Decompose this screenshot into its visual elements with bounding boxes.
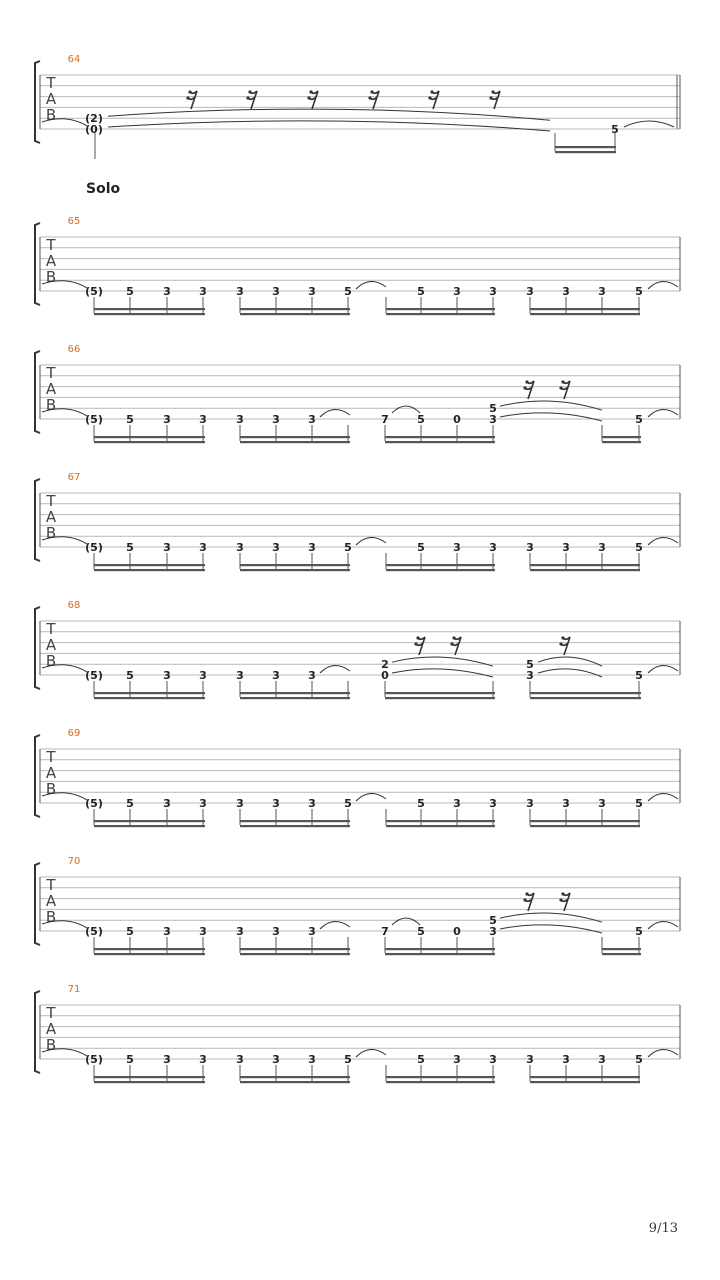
fret-number: 3 xyxy=(489,1053,497,1066)
rest-dot xyxy=(246,96,249,99)
rest-dot xyxy=(414,642,417,645)
system-bracket xyxy=(35,607,40,689)
tab-system-71 xyxy=(35,984,680,1083)
rest-dot xyxy=(452,636,455,639)
measure-number: 69 xyxy=(67,728,81,739)
tab-clef-letter: A xyxy=(45,1020,57,1038)
fret-number: (5) xyxy=(85,797,103,810)
tie xyxy=(500,401,602,410)
fret-number: (2) xyxy=(85,112,103,126)
tie xyxy=(648,665,678,673)
beam xyxy=(530,313,640,315)
tab-clef-letter: B xyxy=(45,652,57,670)
tab-clef-letter: A xyxy=(45,892,57,910)
sixteenth-rest-icon xyxy=(561,381,570,399)
tab-clef-letter: B xyxy=(45,106,57,124)
fret-number: (5) xyxy=(85,541,103,554)
tab-clef-letter: A xyxy=(45,380,57,398)
beam xyxy=(94,313,205,315)
measure-number: 64 xyxy=(67,54,81,65)
beam xyxy=(240,564,350,566)
tie xyxy=(500,913,602,922)
beam xyxy=(530,1076,640,1078)
fret-number: 3 xyxy=(308,925,316,938)
fret-number: 5 xyxy=(611,123,619,136)
beam xyxy=(240,948,350,950)
beam xyxy=(94,820,205,822)
fret-number: 3 xyxy=(272,541,280,554)
fret-number: 3 xyxy=(489,413,497,426)
rest-dot xyxy=(525,380,528,383)
system-bracket xyxy=(35,61,40,143)
tab-system-64 xyxy=(35,54,680,159)
rest-dot xyxy=(489,96,492,99)
tie xyxy=(392,406,420,413)
fret-number: 5 xyxy=(635,797,643,810)
fret-number: 3 xyxy=(526,541,534,554)
tie xyxy=(648,537,678,545)
fret-number: 3 xyxy=(308,413,316,426)
tie xyxy=(356,793,386,801)
tie xyxy=(320,409,350,417)
fret-number: 3 xyxy=(199,669,207,682)
tie xyxy=(320,921,350,929)
fret-number: 5 xyxy=(417,413,425,426)
beam xyxy=(385,436,495,438)
fret-number: 3 xyxy=(163,797,171,810)
tab-system-65 xyxy=(35,216,680,315)
sixteenth-rest-icon xyxy=(525,893,534,911)
tie xyxy=(648,281,678,289)
fret-number: 5 xyxy=(635,1053,643,1066)
rest-dot xyxy=(559,386,562,389)
rest-dot xyxy=(561,380,564,383)
fret-number: 7 xyxy=(381,925,389,938)
fret-number: 2 xyxy=(381,658,389,672)
sixteenth-rest-icon xyxy=(188,91,197,109)
beam xyxy=(530,564,640,566)
page-number: 9/13 xyxy=(648,1221,678,1236)
sixteenth-rest-icon xyxy=(491,91,500,109)
rest-dot xyxy=(525,892,528,895)
beam xyxy=(602,948,641,950)
beam xyxy=(240,308,350,310)
beam xyxy=(240,1076,350,1078)
fret-number: 3 xyxy=(236,541,244,554)
tie xyxy=(356,1049,386,1057)
tab-system-66 xyxy=(35,344,680,443)
beam xyxy=(386,1076,495,1078)
beam xyxy=(94,948,205,950)
tie xyxy=(500,925,602,933)
fret-number: 5 xyxy=(635,285,643,298)
tab-clef-letter: T xyxy=(46,74,56,92)
tab-clef-letter: A xyxy=(45,764,57,782)
beam xyxy=(385,697,495,699)
fret-number: 3 xyxy=(453,1053,461,1066)
beam xyxy=(602,436,641,438)
fret-number: 5 xyxy=(126,925,134,938)
fret-number: 5 xyxy=(635,669,643,682)
tie xyxy=(648,793,678,801)
tab-clef-letter: B xyxy=(45,780,57,798)
sixteenth-rest-icon xyxy=(309,91,318,109)
fret-number: 3 xyxy=(489,797,497,810)
fret-number: 5 xyxy=(344,541,352,554)
fret-number: 3 xyxy=(163,669,171,682)
tab-clef-letter: B xyxy=(45,908,57,926)
fret-number: 3 xyxy=(308,669,316,682)
fret-number: 3 xyxy=(598,797,606,810)
fret-number: 3 xyxy=(272,925,280,938)
rest-dot xyxy=(188,90,191,93)
fret-number: 3 xyxy=(236,797,244,810)
fret-number: 3 xyxy=(562,797,570,810)
beam xyxy=(385,692,495,694)
fret-number: 3 xyxy=(236,1053,244,1066)
beam xyxy=(240,697,350,699)
fret-number: 5 xyxy=(126,285,134,298)
fret-number: 5 xyxy=(417,925,425,938)
fret-number: 3 xyxy=(199,541,207,554)
sixteenth-rest-icon xyxy=(525,381,534,399)
fret-number: 5 xyxy=(344,797,352,810)
fret-number: 3 xyxy=(199,1053,207,1066)
tab-clef-letter: A xyxy=(45,252,57,270)
fret-number: 3 xyxy=(236,413,244,426)
fret-number: 3 xyxy=(272,413,280,426)
system-bracket xyxy=(35,991,40,1073)
beam xyxy=(602,953,641,955)
sixteenth-rest-icon xyxy=(561,893,570,911)
fret-number: 3 xyxy=(489,285,497,298)
tie xyxy=(320,665,350,673)
tie xyxy=(538,669,602,677)
beam xyxy=(385,948,495,950)
tab-system-68 xyxy=(35,600,680,699)
fret-number: 3 xyxy=(308,1053,316,1066)
tab-clef-letter: B xyxy=(45,396,57,414)
system-bracket xyxy=(35,223,40,305)
measure-number: 67 xyxy=(67,472,81,483)
tab-clef-letter: A xyxy=(45,636,57,654)
sixteenth-rest-icon xyxy=(561,637,570,655)
fret-number: 3 xyxy=(562,541,570,554)
rest-dot xyxy=(309,90,312,93)
fret-number: 3 xyxy=(598,1053,606,1066)
beam xyxy=(240,441,350,443)
beam xyxy=(94,564,205,566)
fret-number: 5 xyxy=(635,541,643,554)
beam xyxy=(240,953,350,955)
beam xyxy=(530,692,641,694)
sixteenth-rest-icon xyxy=(248,91,257,109)
rest-dot xyxy=(561,636,564,639)
tie xyxy=(500,413,602,421)
fret-number: (0) xyxy=(85,123,103,136)
fret-number: 5 xyxy=(126,413,134,426)
fret-number: (5) xyxy=(85,285,103,298)
tie xyxy=(392,657,493,666)
fret-number: 5 xyxy=(635,925,643,938)
tab-clef-letter: B xyxy=(45,1036,57,1054)
fret-number: 3 xyxy=(163,541,171,554)
beam xyxy=(530,697,641,699)
fret-number: 3 xyxy=(453,285,461,298)
sixteenth-rest-icon xyxy=(430,91,439,109)
fret-number: 5 xyxy=(526,658,534,672)
sixteenth-rest-icon xyxy=(416,637,425,655)
tab-clef-letter: A xyxy=(45,90,57,108)
beam xyxy=(240,313,350,315)
beam xyxy=(94,441,205,443)
tab-clef-letter: A xyxy=(45,508,57,526)
beam xyxy=(386,825,495,827)
beam xyxy=(385,953,495,955)
measure-number: 71 xyxy=(67,984,81,995)
rest-dot xyxy=(430,90,433,93)
beam xyxy=(386,820,495,822)
beam xyxy=(94,697,205,699)
fret-number: 0 xyxy=(453,925,461,938)
rest-dot xyxy=(370,90,373,93)
fret-number: 5 xyxy=(417,1053,425,1066)
beam xyxy=(94,953,205,955)
fret-number: 5 xyxy=(417,541,425,554)
beam xyxy=(385,441,495,443)
beam xyxy=(530,820,640,822)
beam xyxy=(240,436,350,438)
beam xyxy=(530,569,640,571)
beam xyxy=(94,692,205,694)
fret-number: 3 xyxy=(236,669,244,682)
fret-number: 5 xyxy=(126,797,134,810)
beam xyxy=(240,825,350,827)
fret-number: 3 xyxy=(489,925,497,938)
beam xyxy=(386,308,495,310)
rest-dot xyxy=(523,898,526,901)
fret-number: 3 xyxy=(598,285,606,298)
fret-number: 3 xyxy=(562,285,570,298)
tab-system-67 xyxy=(35,472,680,571)
tie xyxy=(392,669,493,677)
tie xyxy=(648,921,678,929)
tab-clef-letter: T xyxy=(46,236,56,254)
fret-number: 3 xyxy=(199,925,207,938)
beam xyxy=(386,569,495,571)
beam xyxy=(555,146,616,148)
beam xyxy=(530,825,640,827)
fret-number: 0 xyxy=(453,413,461,426)
fret-number: 3 xyxy=(199,413,207,426)
rest-dot xyxy=(559,642,562,645)
beam xyxy=(240,1081,350,1083)
fret-number: 5 xyxy=(489,402,497,416)
rest-dot xyxy=(186,96,189,99)
fret-number: 3 xyxy=(308,797,316,810)
rest-dot xyxy=(523,386,526,389)
tab-clef-letter: B xyxy=(45,268,57,286)
fret-number: (5) xyxy=(85,413,103,426)
beam xyxy=(94,1081,205,1083)
rest-dot xyxy=(307,96,310,99)
section-label: Solo xyxy=(86,181,121,197)
tab-clef-letter: T xyxy=(46,492,56,510)
fret-number: 3 xyxy=(272,285,280,298)
system-bracket xyxy=(35,735,40,817)
fret-number: 3 xyxy=(236,285,244,298)
fret-number: 3 xyxy=(163,285,171,298)
beam xyxy=(602,441,641,443)
beam xyxy=(386,313,495,315)
fret-number: 3 xyxy=(163,1053,171,1066)
rest-dot xyxy=(248,90,251,93)
beam xyxy=(386,1081,495,1083)
beam xyxy=(386,564,495,566)
beam xyxy=(530,308,640,310)
tab-clef-letter: B xyxy=(45,524,57,542)
system-bracket xyxy=(35,351,40,433)
fret-number: 3 xyxy=(199,797,207,810)
fret-number: 5 xyxy=(417,797,425,810)
tab-clef-letter: T xyxy=(46,620,56,638)
fret-number: 3 xyxy=(598,541,606,554)
fret-number: 5 xyxy=(489,914,497,928)
measure-number: 66 xyxy=(67,344,81,355)
tab-clef-letter: T xyxy=(46,1004,56,1022)
fret-number: 7 xyxy=(381,413,389,426)
measure-number: 70 xyxy=(67,856,81,867)
fret-number: 3 xyxy=(562,1053,570,1066)
rest-dot xyxy=(368,96,371,99)
beam xyxy=(240,820,350,822)
beam xyxy=(555,151,616,153)
rest-dot xyxy=(491,90,494,93)
fret-number: 3 xyxy=(163,925,171,938)
tie xyxy=(356,537,386,545)
fret-number: 3 xyxy=(453,541,461,554)
tab-clef-letter: T xyxy=(46,748,56,766)
beam xyxy=(94,825,205,827)
beam xyxy=(94,308,205,310)
rest-dot xyxy=(428,96,431,99)
fret-number: 3 xyxy=(272,1053,280,1066)
tie xyxy=(648,1049,678,1057)
beam xyxy=(94,436,205,438)
tab-system-70 xyxy=(35,856,680,955)
fret-number: 3 xyxy=(526,285,534,298)
rest-dot xyxy=(416,636,419,639)
fret-number: 3 xyxy=(163,413,171,426)
tab-clef-letter: T xyxy=(46,364,56,382)
fret-number: (5) xyxy=(85,1053,103,1066)
tie xyxy=(624,121,674,127)
fret-number: 3 xyxy=(526,1053,534,1066)
fret-number: 3 xyxy=(526,669,534,682)
tab-system-69 xyxy=(35,728,680,827)
fret-number: (5) xyxy=(85,925,103,938)
fret-number: (5) xyxy=(85,669,103,682)
rest-dot xyxy=(559,898,562,901)
fret-number: 5 xyxy=(126,669,134,682)
measure-number: 68 xyxy=(67,600,81,611)
measure-number: 65 xyxy=(67,216,81,227)
fret-number: 3 xyxy=(272,669,280,682)
beam xyxy=(94,569,205,571)
fret-number: 3 xyxy=(236,925,244,938)
fret-number: 5 xyxy=(417,285,425,298)
tie xyxy=(648,409,678,417)
beam xyxy=(530,1081,640,1083)
rest-dot xyxy=(450,642,453,645)
fret-number: 3 xyxy=(272,797,280,810)
fret-number: 3 xyxy=(526,797,534,810)
tab-clef-letter: T xyxy=(46,876,56,894)
fret-number: 5 xyxy=(635,413,643,426)
sixteenth-rest-icon xyxy=(452,637,461,655)
beam xyxy=(94,1076,205,1078)
fret-number: 3 xyxy=(489,541,497,554)
tie xyxy=(538,657,602,666)
fret-number: 3 xyxy=(308,541,316,554)
system-bracket xyxy=(35,479,40,561)
tie xyxy=(356,281,386,289)
fret-number: 3 xyxy=(453,797,461,810)
fret-number: 5 xyxy=(344,285,352,298)
fret-number: 5 xyxy=(126,1053,134,1066)
beam xyxy=(240,692,350,694)
system-bracket xyxy=(35,863,40,945)
beam xyxy=(240,569,350,571)
fret-number: 0 xyxy=(381,669,389,682)
fret-number: 5 xyxy=(126,541,134,554)
sixteenth-rest-icon xyxy=(370,91,379,109)
rest-dot xyxy=(561,892,564,895)
fret-number: 3 xyxy=(199,285,207,298)
tie xyxy=(392,918,420,925)
fret-number: 5 xyxy=(344,1053,352,1066)
fret-number: 3 xyxy=(308,285,316,298)
